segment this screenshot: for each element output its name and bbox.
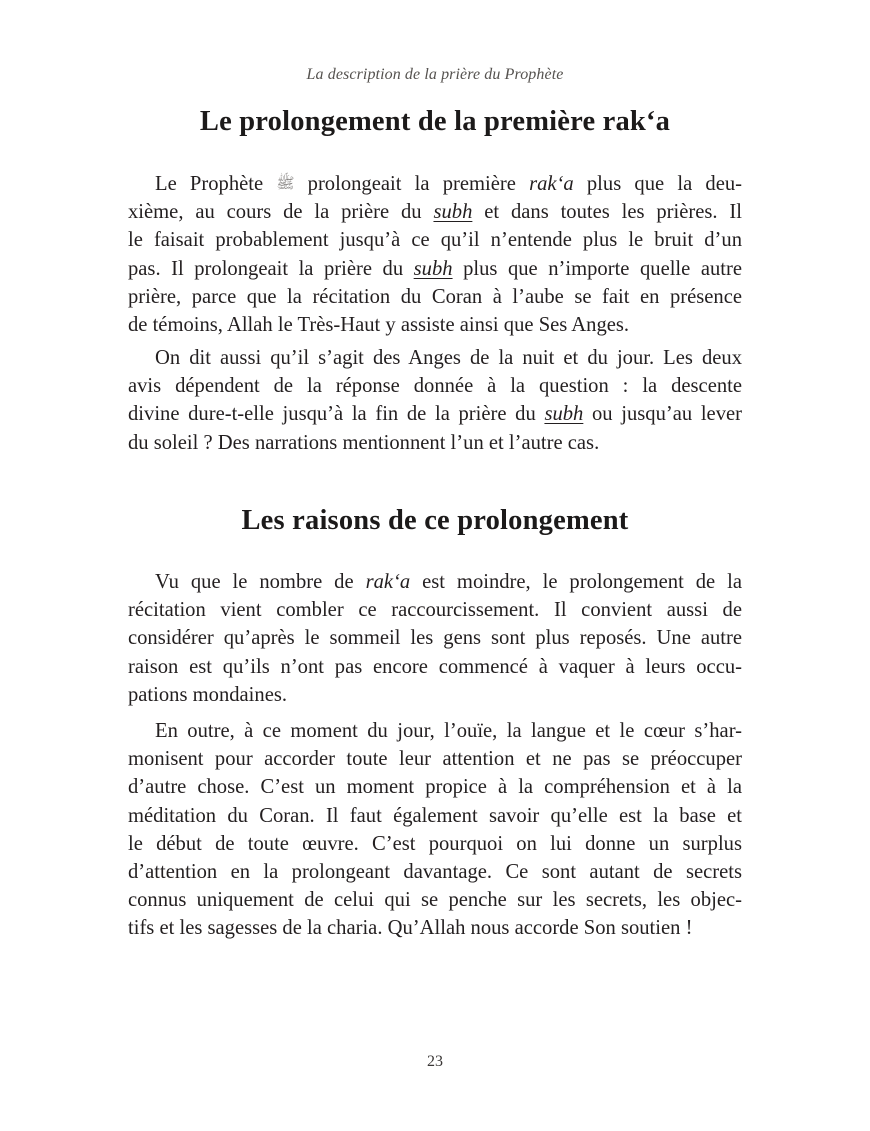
transliterated-term: subh xyxy=(433,201,473,224)
text-line: monisent pour accorder toute leur attention et ne pas se préoccuper xyxy=(128,748,742,771)
text-line: d’attention en la prolongeant davantage. Ce sont autant de secrets xyxy=(128,861,742,884)
text-line: avis dépendent de la réponse donnée à la question : la descente xyxy=(128,375,742,398)
page-number: 23 xyxy=(427,1053,443,1070)
text-line: d’autre chose. C’est un moment propice à la compréhension et à la xyxy=(128,776,742,799)
text-line: Le Prophète ﷺ prolongeait la première rak‘a plus que la deu- xyxy=(128,170,742,198)
paragraph xyxy=(128,568,742,709)
italic-term: rak‘a xyxy=(529,173,574,195)
text-line: prière, parce que la récitation du Coran à l’aube se fait en présence xyxy=(128,285,742,308)
text-line: considérer qu’après le sommeil les gens sont plus reposés. Une autre xyxy=(128,627,742,650)
text-line: connus uniquement de celui qui se penche sur les secrets, les objec- xyxy=(128,889,742,912)
text-line: méditation du Coran. Il faut également savoir qu’elle est la base et xyxy=(128,804,742,827)
text-line: pas. Il prolongeait la prière du subh plus que n’importe quelle autre xyxy=(128,257,742,280)
text-line: de témoins, Allah le Très-Haut y assiste ainsi que Ses Anges. xyxy=(128,314,630,337)
text-line: On dit aussi qu’il s’agit des Anges de la nuit et du jour. Les deux xyxy=(155,347,742,369)
text-line: xième, au cours de la prière du subh et dans toutes les prières. Il xyxy=(128,201,742,224)
text-line: Vu que le nombre de rak‘a est moindre, le prolongement de la xyxy=(155,571,742,593)
text-line: du soleil ? Des narrations mentionnent l’un et l’autre cas. xyxy=(128,431,600,454)
text-line: raison est qu’ils n’ont pas encore commencé à vaquer à leurs occu- xyxy=(128,655,742,678)
section-title: Le prolongement de la première rak‘a xyxy=(199,106,671,137)
text-line: le faisait probablement jusqu’à ce qu’il n’entende plus le bruit d’un xyxy=(128,229,742,252)
section-title: Les raisons de ce prolongement xyxy=(241,505,629,536)
text-line: pations mondaines. xyxy=(128,683,288,706)
paragraph xyxy=(128,717,742,943)
running-header: La description de la prière du Prophète xyxy=(306,66,564,83)
transliterated-term: subh xyxy=(544,403,584,426)
text-line: le début de toute œuvre. C’est pourquoi on lui donne un surplus xyxy=(128,832,742,855)
salutation-glyph-icon: ﷺ xyxy=(276,176,295,192)
text-line: tifs et les sagesses de la charia. Qu’Allah nous accorde Son soutien ! xyxy=(128,917,693,940)
italic-term: rak‘a xyxy=(365,571,411,593)
paragraph xyxy=(128,344,742,457)
transliterated-term: subh xyxy=(413,257,453,280)
text-line: divine dure-t-elle jusqu’à la fin de la prière du subh ou jusqu’au lever xyxy=(128,403,742,426)
paragraph xyxy=(128,170,742,339)
text-line: En outre, à ce moment du jour, l’ouïe, la langue et le cœur s’har- xyxy=(155,720,742,742)
text-line: récitation vient combler ce raccourcissement. Il convient aussi de xyxy=(128,599,742,622)
